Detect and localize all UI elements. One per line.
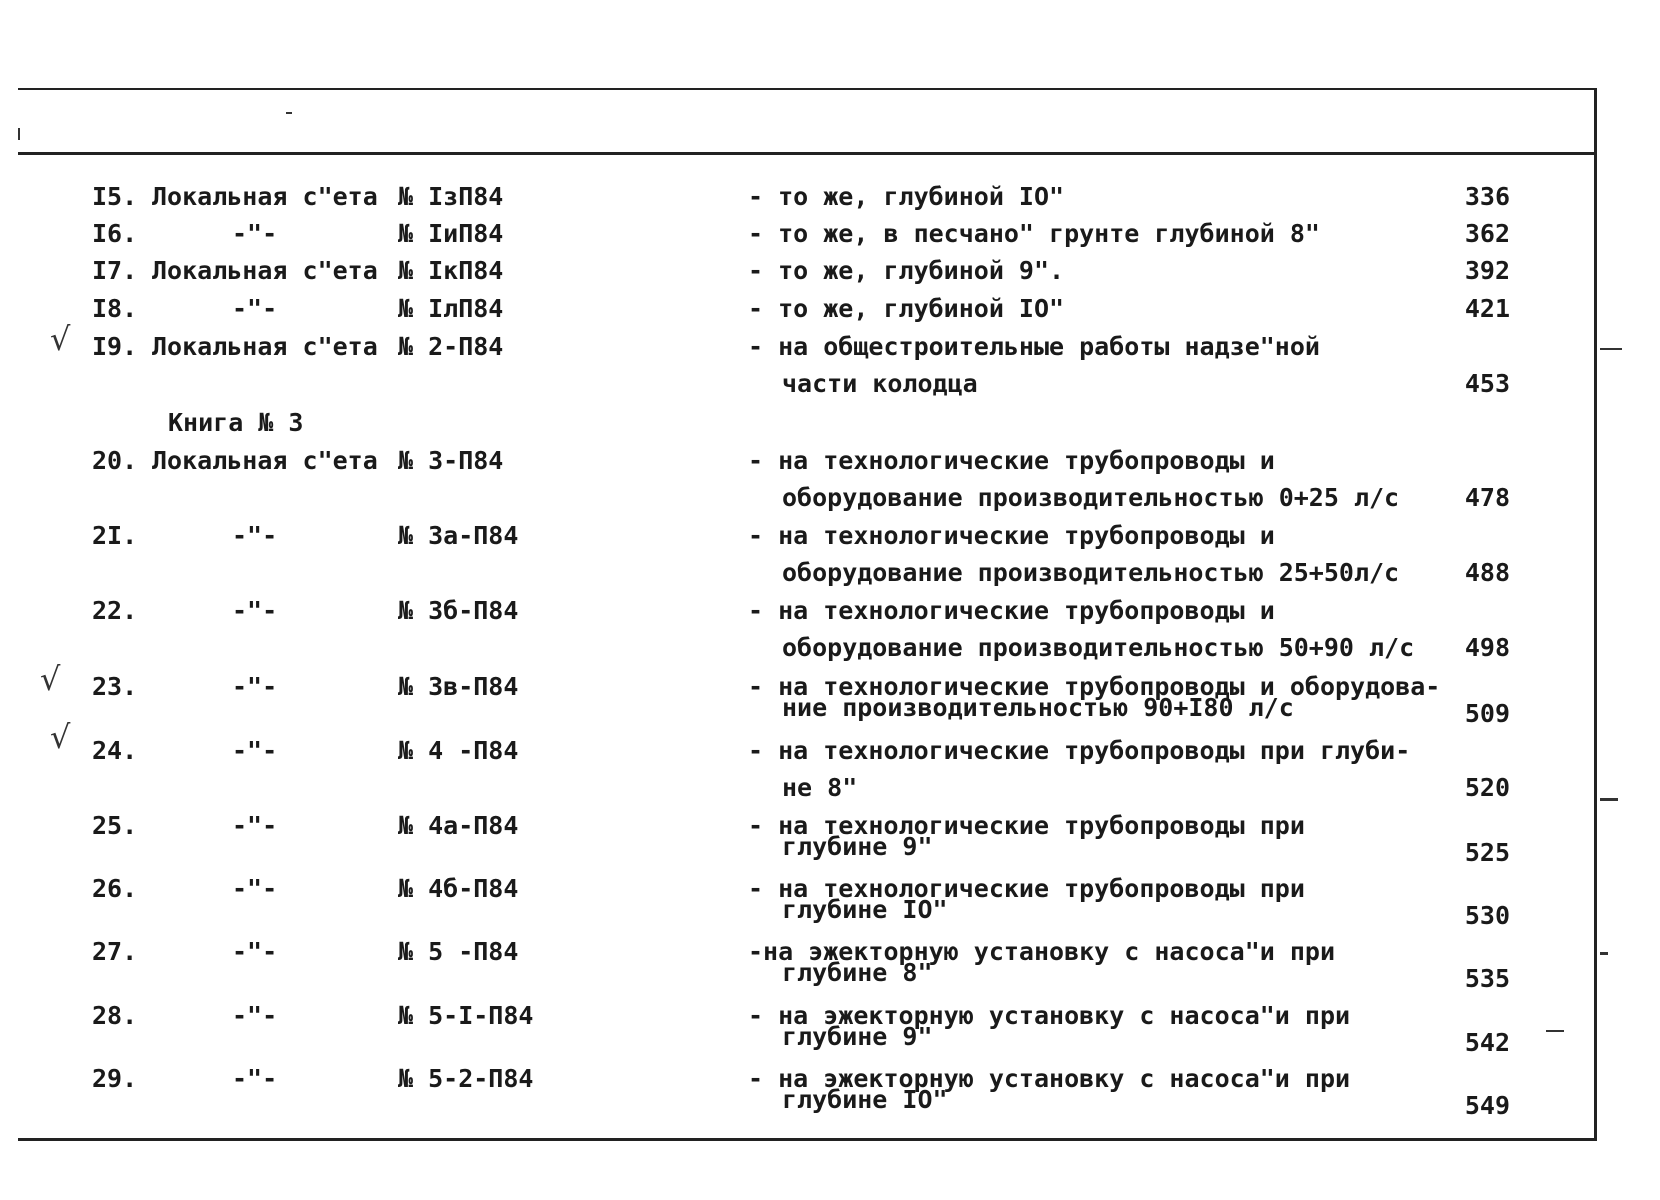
- frame-top-rule: [18, 88, 1596, 90]
- entry-page-number: 509: [1464, 699, 1510, 728]
- entry-description: - на эжекторную установку с насоса"и при глубине 9": [748, 1001, 1351, 1051]
- entry-description: - на технологические трубопроводы при глуби- не 8": [748, 736, 1411, 802]
- entry-number: 28.: [92, 1001, 138, 1030]
- entry-label: -"-: [232, 736, 278, 765]
- entry-page-number: 392: [1464, 256, 1510, 285]
- entry-label: Локальная с"ета: [152, 256, 378, 285]
- entry-page-number: 525: [1464, 838, 1510, 867]
- entry-description: - на технологические трубопроводы и оборудование производительностью 50+90 л/с: [748, 596, 1415, 662]
- entry-label: -"-: [232, 1064, 278, 1093]
- entry-page-number: 336: [1464, 182, 1510, 211]
- entry-number: I6.: [92, 219, 138, 248]
- entry-number: 20.: [92, 446, 138, 475]
- entry-label: -"-: [232, 219, 278, 248]
- entry-description: - на технологические трубопроводы и оборудование производительностью 25+50л/с: [748, 521, 1400, 587]
- entry-reference: № 4 -П84: [398, 736, 519, 765]
- scan-artifact-dash: [1600, 798, 1618, 801]
- entry-page-number: 421: [1464, 294, 1510, 323]
- frame-bottom-rule: [18, 1138, 1597, 1141]
- frame-header-rule: [18, 152, 1596, 155]
- entry-reference: № 2-П84: [398, 332, 504, 361]
- checkmark-icon: √: [40, 660, 61, 698]
- checkmark-icon: √: [50, 718, 71, 756]
- entry-page-number: 535: [1464, 964, 1510, 993]
- entry-reference: № 4б-П84: [398, 874, 519, 903]
- entry-label: -"-: [232, 811, 278, 840]
- entry-page-number: 362: [1464, 219, 1510, 248]
- entry-label: -"-: [232, 596, 278, 625]
- entry-description: - то же, глубиной IО": [748, 182, 1065, 211]
- scan-artifact-tick: [18, 128, 20, 140]
- entry-reference: № IиП84: [398, 219, 504, 248]
- entry-reference: № 3б-П84: [398, 596, 519, 625]
- entry-reference: № IлП84: [398, 294, 504, 323]
- entry-description: - на технологические трубопроводы и оборудование производительностью 0+25 л/с: [748, 446, 1400, 512]
- entry-label: Локальная с"ета: [152, 182, 378, 211]
- entry-page-number: 478: [1464, 483, 1510, 512]
- entry-label: -"-: [232, 294, 278, 323]
- entry-label: -"-: [232, 521, 278, 550]
- entry-description: - на технологические трубопроводы при глубине 9": [748, 811, 1305, 861]
- entry-page-number: 498: [1464, 633, 1510, 662]
- entry-description: - на эжекторную установку с насоса"и при глубине IО": [748, 1064, 1351, 1114]
- checkmark-icon: √: [50, 320, 71, 358]
- entry-page-number: 549: [1464, 1091, 1510, 1120]
- entry-label: -"-: [232, 672, 278, 701]
- scan-artifact-dash: [1600, 952, 1608, 955]
- entry-label: -"-: [232, 874, 278, 903]
- entry-reference: № IкП84: [398, 256, 504, 285]
- entry-number: I9.: [92, 332, 138, 361]
- entry-page-number: 530: [1464, 901, 1510, 930]
- entry-reference: № 3в-П84: [398, 672, 519, 701]
- entry-number: I5.: [92, 182, 138, 211]
- entry-reference: № IзП84: [398, 182, 504, 211]
- entry-page-number: 542: [1464, 1028, 1510, 1057]
- scan-artifact-dash: [1600, 348, 1622, 350]
- book-heading: Книга № 3: [168, 408, 304, 437]
- entry-number: 22.: [92, 596, 138, 625]
- entry-number: 24.: [92, 736, 138, 765]
- entry-reference: № 4а-П84: [398, 811, 519, 840]
- entry-number: 2I.: [92, 521, 138, 550]
- entry-number: 25.: [92, 811, 138, 840]
- entry-number: I7.: [92, 256, 138, 285]
- entry-label: -"-: [232, 1001, 278, 1030]
- entry-reference: № 3-П84: [398, 446, 504, 475]
- entry-reference: № 5-2-П84: [398, 1064, 534, 1093]
- scan-artifact-dash: [1546, 1030, 1564, 1032]
- entry-label: -"-: [232, 937, 278, 966]
- entry-description: - на технологические трубопроводы и оборудова- ние производительностью 90+I80 л/с: [748, 672, 1441, 722]
- entry-number: 27.: [92, 937, 138, 966]
- entry-number: 29.: [92, 1064, 138, 1093]
- entry-reference: № 5 -П84: [398, 937, 519, 966]
- entry-description: - то же, в песчано" грунте глубиной 8": [748, 219, 1320, 248]
- entry-description: -на эжекторную установку с насоса"и при глубине 8": [748, 937, 1335, 987]
- entry-label: Локальная с"ета: [152, 446, 378, 475]
- entry-reference: № 5-I-П84: [398, 1001, 534, 1030]
- entry-number: 26.: [92, 874, 138, 903]
- entry-reference: № 3а-П84: [398, 521, 519, 550]
- entry-description: - на технологические трубопроводы при глубине IО": [748, 874, 1305, 924]
- entry-page-number: 488: [1464, 558, 1510, 587]
- scan-artifact-dash: [286, 112, 292, 114]
- entry-description: - то же, глубиной IО": [748, 294, 1065, 323]
- frame-right-rule: [1594, 88, 1597, 1138]
- entry-page-number: 520: [1464, 773, 1510, 802]
- entry-description: - на общестроительные работы надзе"ной части колодца: [748, 332, 1320, 398]
- entry-number: I8.: [92, 294, 138, 323]
- entry-description: - то же, глубиной 9".: [748, 256, 1065, 285]
- entry-label: Локальная с"ета: [152, 332, 378, 361]
- entry-page-number: 453: [1464, 369, 1510, 398]
- entry-number: 23.: [92, 672, 138, 701]
